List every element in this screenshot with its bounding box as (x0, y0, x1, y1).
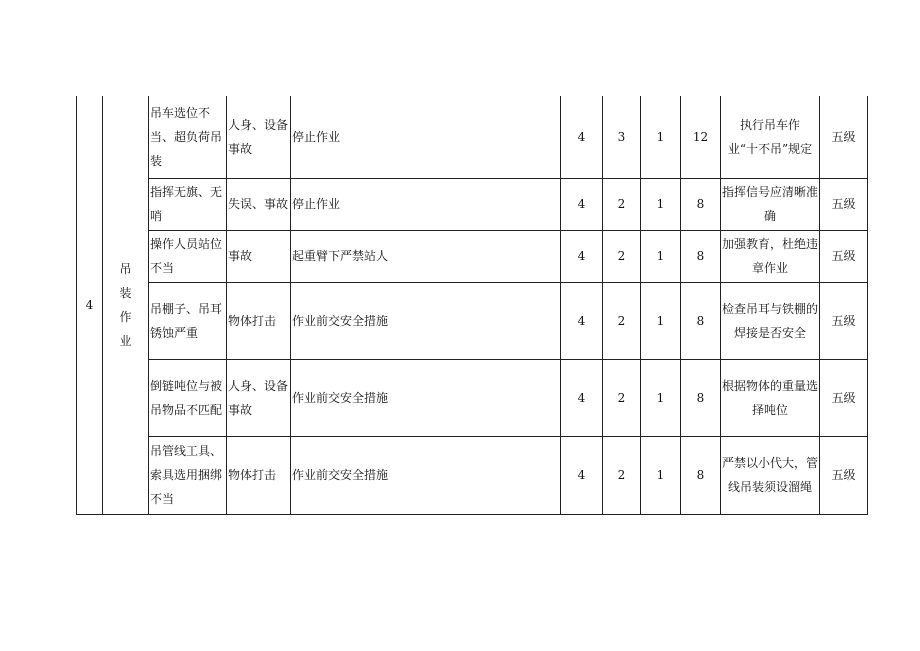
control-cell: 作业前交安全措施 (291, 359, 561, 436)
score-l-cell: 4 (561, 178, 603, 230)
score-d-cell: 8 (681, 230, 721, 282)
level-cell: 五级 (820, 96, 868, 178)
table-row (77, 359, 868, 436)
level-cell: 五级 (820, 359, 868, 436)
score-e-cell: 2 (603, 178, 641, 230)
group-number-cell: 4 (77, 96, 103, 514)
measure-cell: 检查吊耳与铁棚的焊接是否安全 (721, 282, 820, 359)
score-e-cell: 3 (603, 96, 641, 178)
score-d-cell: 8 (681, 436, 721, 514)
table-row (77, 282, 868, 359)
score-c-cell: 1 (641, 230, 681, 282)
score-d-cell: 8 (681, 282, 721, 359)
control-cell: 停止作业 (291, 178, 561, 230)
group-name-cell: 吊装作业 (103, 96, 149, 514)
control-cell: 作业前交安全措施 (291, 436, 561, 514)
consequence-cell: 物体打击 (227, 436, 291, 514)
table-row (77, 178, 868, 230)
score-e-cell: 2 (603, 230, 641, 282)
score-c-cell: 1 (641, 436, 681, 514)
control-cell: 作业前交安全措施 (291, 282, 561, 359)
consequence-cell: 失误、事故 (227, 178, 291, 230)
hazard-cell: 操作人员站位不当 (149, 230, 227, 282)
score-e-cell: 2 (603, 282, 641, 359)
risk-assessment-sheet (76, 96, 868, 515)
hazard-cell: 倒链吨位与被吊物品不匹配 (149, 359, 227, 436)
level-cell: 五级 (820, 178, 868, 230)
score-l-cell: 4 (561, 230, 603, 282)
table-row (77, 230, 868, 282)
level-cell: 五级 (820, 436, 868, 514)
score-d-cell: 12 (681, 96, 721, 178)
control-cell: 起重臂下严禁站人 (291, 230, 561, 282)
level-cell: 五级 (820, 282, 868, 359)
measure-cell: 加强教育，杜绝违章作业 (721, 230, 820, 282)
consequence-cell: 事故 (227, 230, 291, 282)
score-c-cell: 1 (641, 359, 681, 436)
score-d-cell: 8 (681, 359, 721, 436)
level-cell: 五级 (820, 230, 868, 282)
score-l-cell: 4 (561, 282, 603, 359)
consequence-cell: 物体打击 (227, 282, 291, 359)
score-l-cell: 4 (561, 359, 603, 436)
control-cell: 停止作业 (291, 96, 561, 178)
measure-cell: 根据物体的重量选择吨位 (721, 359, 820, 436)
table-row (77, 436, 868, 514)
score-c-cell: 1 (641, 96, 681, 178)
hazard-cell: 吊车选位不当、超负荷吊装 (149, 96, 227, 178)
hazard-cell: 指挥无旗、无哨 (149, 178, 227, 230)
hazard-cell: 吊管线工具、索具选用捆绑不当 (149, 436, 227, 514)
table-row (77, 96, 868, 178)
score-e-cell: 2 (603, 359, 641, 436)
consequence-cell: 人身、设备事故 (227, 359, 291, 436)
hazard-cell: 吊棚子、吊耳锈蚀严重 (149, 282, 227, 359)
consequence-cell: 人身、设备事故 (227, 96, 291, 178)
score-l-cell: 4 (561, 96, 603, 178)
score-d-cell: 8 (681, 178, 721, 230)
score-c-cell: 1 (641, 178, 681, 230)
score-e-cell: 2 (603, 436, 641, 514)
score-c-cell: 1 (641, 282, 681, 359)
risk-table (76, 96, 868, 515)
measure-cell: 执行吊车作业“十不吊”规定 (721, 96, 820, 178)
measure-cell: 指挥信号应清晰准确 (721, 178, 820, 230)
measure-cell: 严禁以小代大，管线吊装须设溜绳 (721, 436, 820, 514)
score-l-cell: 4 (561, 436, 603, 514)
